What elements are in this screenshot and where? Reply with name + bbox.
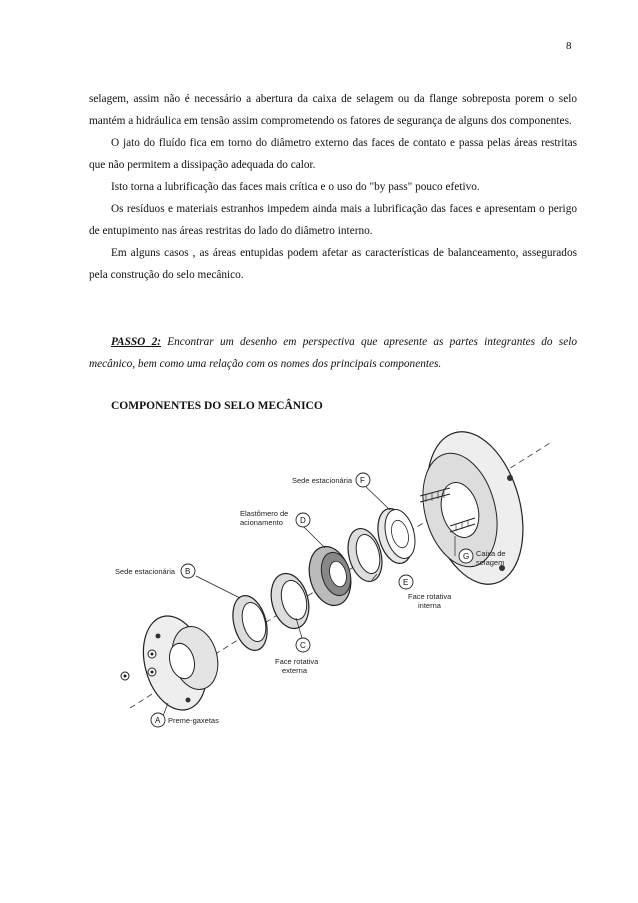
- paragraph: Isto torna a lubrificação das faces mais crítica e o uso do "by pass" pouco efetivo.: [111, 181, 480, 193]
- passo-2-paragraph: [89, 331, 577, 375]
- page-number: 8: [566, 40, 572, 52]
- paragraph: selagem, assim não é necessário a abertura da caixa de selagem ou da flange sobreposta porem o selo mantém a hidráulica em tensão assim comprometendo os fatores de segurança de alguns dos componentes.: [89, 93, 577, 127]
- label-d-line2: acionamento: [240, 518, 283, 527]
- seal-housing-part: [411, 421, 538, 595]
- letter-f: F: [360, 476, 365, 485]
- passo-text: Encontrar um desenho em perspectiva que apresente as partes integrantes do selo mecânico, bem como uma relação com os nomes dos principais componentes.: [89, 336, 577, 370]
- mechanical-seal-diagram: [110, 418, 550, 738]
- passo-label: PASSO 2:: [111, 336, 161, 348]
- paragraph: O jato do fluído fica em torno do diâmetro externo das faces de contato e passa pelas áreas restritas que não permitem a dissipação adequada do calor.: [89, 137, 577, 171]
- letter-g: G: [463, 552, 470, 561]
- section-heading: COMPONENTES DO SELO MECÂNICO: [111, 400, 323, 412]
- label-f: Sede estacionária: [292, 476, 353, 485]
- label-d-line1: Elastômero de: [240, 509, 289, 518]
- letter-c: C: [300, 641, 306, 650]
- label-c-line1: Face rotativa: [275, 657, 319, 666]
- label-g-line1: Caixa de: [476, 549, 506, 558]
- letter-d: D: [300, 516, 306, 525]
- label-e-line1: Face rotativa: [408, 592, 452, 601]
- letter-a: A: [155, 716, 161, 725]
- label-a: Preme-gaxetas: [168, 716, 219, 725]
- gland-part: [134, 609, 225, 717]
- letter-b: B: [185, 567, 191, 576]
- paragraph: Em alguns casos , as áreas entupidas podem afetar as características de balanceamento, assegurados pela construção do selo mecânico.: [89, 247, 577, 281]
- external-rotating-face-part: [265, 569, 314, 632]
- label-g-line2: selagem: [476, 558, 505, 567]
- label-b: Sede estacionária: [115, 567, 176, 576]
- stationary-seat-b-part: [227, 592, 272, 654]
- body-text: [89, 88, 577, 286]
- exploded-view-svg: [110, 418, 550, 738]
- paragraph: Os resíduos e materiais estranhos impedem ainda mais a lubrificação das faces e apresentam o perigo de entupimento nas áreas restritas do lado do diâmetro interno.: [89, 203, 577, 237]
- label-e-line2: interna: [418, 601, 441, 610]
- label-c-line2: externa: [282, 666, 308, 675]
- letter-e: E: [403, 578, 409, 587]
